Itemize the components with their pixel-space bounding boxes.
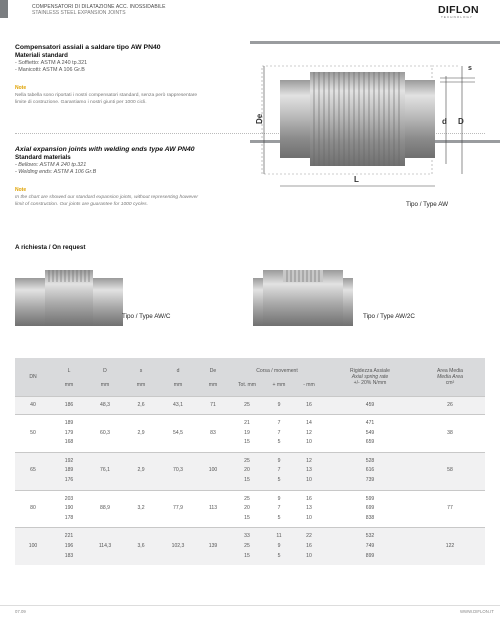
cell-rigidity [325,396,415,415]
cell-d-outer: 76,1 [87,452,123,490]
cell-minus [293,415,325,453]
expansion-joint-aw2c-drawing [253,266,353,328]
section-title-it: Compensatori assiali a saldare tipo AW PN40 [15,44,161,51]
cell-l-value: 176 [64,477,74,484]
cell-plus-value: 7 [277,429,281,436]
cell-s: 2,6 [123,396,159,415]
cell-s: 2,9 [123,452,159,490]
cell-rigidity [325,452,415,490]
cell-plus-value: 7 [277,505,281,512]
cell-plus-value: 9 [277,401,281,408]
cell-area: 58 [415,452,485,490]
unit-label: mm [197,374,229,396]
table-header-row [15,358,485,374]
materials-heading-en: Standard materials [15,154,71,161]
rigidity-label-it: Rigidezza Assiale [350,367,390,374]
cell-plus-value: 9 [277,495,281,502]
cell-rigidity [325,490,415,528]
cell-l-value: 178 [64,514,74,521]
cell-minus [293,490,325,528]
cell-dn: 50 [15,415,51,453]
col-header-dn: DN [15,358,51,396]
header-title-en: STAINLESS STEEL EXPANSION JOINTS [32,10,126,16]
cell-l [51,415,87,453]
cell-plus [265,396,293,415]
cell-l-value: 203 [64,495,74,502]
header-title-it: COMPENSATORI DI DILATAZIONE ACC. INOSSIDABILE [32,4,166,10]
cell-rigidity-value: 616 [365,467,375,474]
cell-tot [229,396,265,415]
cell-l-value: 186 [64,401,74,408]
cell-dn: 80 [15,490,51,528]
col-header-minus: - mm [293,374,325,396]
cell-tot-value: 25 [244,401,250,408]
cell-rigidity-value: 532 [365,533,375,540]
table-row [15,490,485,528]
cell-minus [293,452,325,490]
footer-rule [0,605,500,606]
cell-tot-value: 15 [244,439,250,446]
table-row [15,415,485,453]
cell-plus-value: 5 [277,514,281,521]
material-item: - Soffietto: ASTM A 240 tp.321 [15,60,88,66]
cell-tot [229,452,265,490]
cell-tot-value: 15 [244,514,250,521]
cell-minus-value: 13 [306,505,312,512]
unit-label: mm [159,374,197,396]
cell-s: 2,9 [123,415,159,453]
cell-area: 26 [415,396,485,415]
cell-s: 3,2 [123,490,159,528]
dim-label-L: L [354,175,359,184]
cell-rigidity-value: 838 [365,514,375,521]
cell-area: 77 [415,490,485,528]
col-header-l: L [51,358,87,374]
cell-l-value: 190 [64,505,74,512]
table-row [15,452,485,490]
cell-area: 38 [415,415,485,453]
col-header-d-outer: D [87,358,123,374]
note-heading-en: Note [15,187,27,193]
note-text-it: Nella tabella sono riportati i nostri compensatori standard, senza però rappresentare [15,93,198,98]
cell-minus-value: 16 [306,495,312,502]
cell-l-value: 189 [64,420,74,427]
cell-l-value: 183 [64,552,74,559]
cell-minus-value: 14 [306,420,312,427]
cell-plus-value: 9 [277,457,281,464]
material-item: - Manicotti: ASTM A 106 Gr.B [15,67,85,73]
cell-plus [265,452,293,490]
on-request-heading: A richiesta / On request [15,244,86,251]
rigidity-label-en: Axial spring rate [351,373,389,380]
cell-plus-value: 5 [277,439,281,446]
cell-d-inner: 43,1 [159,396,197,415]
col-header-s: s [123,358,159,374]
cell-dn: 100 [15,528,51,565]
footer-website: WWW.DIFLON.IT [460,609,494,614]
cell-tot-value: 15 [244,552,250,559]
cell-d-outer: 88,9 [87,490,123,528]
caption-type-awc: Tipo / Type AW/C [122,313,171,320]
cell-d-inner: 54,5 [159,415,197,453]
cell-l-value: 192 [64,457,74,464]
cell-minus-value: 12 [306,457,312,464]
table-row [15,528,485,565]
cell-rigidity [325,528,415,565]
expansion-joint-awc-drawing [15,266,123,328]
cell-minus-value: 12 [306,429,312,436]
cell-rigidity-value: 459 [365,401,375,408]
note-text-it: limite di costruzione. Garantiamo i nostri giunti per 1000 cicli. [15,100,147,105]
cell-l [51,396,87,415]
cell-tot-value: 33 [244,533,250,540]
cell-rigidity-value: 699 [365,505,375,512]
dimensions-table [15,358,485,565]
cell-dn: 40 [15,396,51,415]
cell-tot-value: 19 [244,429,250,436]
cell-dn: 65 [15,452,51,490]
cell-l-value: 189 [64,467,74,474]
cell-plus [265,528,293,565]
cell-rigidity-value: 739 [365,477,375,484]
cell-tot [229,528,265,565]
cell-tot-value: 25 [244,495,250,502]
cell-tot-value: 25 [244,457,250,464]
cell-de: 83 [197,415,229,453]
cell-tot-value: 15 [244,477,250,484]
cell-rigidity [325,415,415,453]
cell-minus-value: 10 [306,552,312,559]
cell-d-inner: 70,3 [159,452,197,490]
cell-minus-value: 16 [306,401,312,408]
cell-tot-value: 20 [244,467,250,474]
cell-plus [265,490,293,528]
col-header-rigidity [325,358,415,396]
cell-l-value: 179 [64,429,74,436]
area-label-it: Area Media [436,367,464,374]
footer-page-code: 07.09 [15,609,26,614]
cell-minus-value: 10 [306,439,312,446]
note-text-en: limit of construction. Our joints are guarantee for 1000 cycles. [15,202,148,207]
cell-rigidity-value: 749 [365,543,375,550]
cell-plus-value: 5 [277,552,281,559]
dim-label-d: d [442,117,447,126]
unit-label: mm [123,374,159,396]
company-logo-tagline: TECHNOLOGY [441,15,474,19]
cell-rigidity-value: 899 [365,552,375,559]
cell-minus-value: 10 [306,477,312,484]
header-accent-bar [0,0,8,18]
col-header-de: De [197,358,229,374]
cell-rigidity-value: 528 [365,457,375,464]
material-item: - Welding ends: ASTM A 106 Gr.B [15,169,97,175]
expansion-joint-drawing [250,52,490,202]
cell-rigidity-value: 659 [365,439,375,446]
cell-de: 113 [197,490,229,528]
cell-de: 139 [197,528,229,565]
cell-d-inner: 102,3 [159,528,197,565]
cell-tot-value: 20 [244,505,250,512]
cell-de: 71 [197,396,229,415]
table-body [15,396,485,565]
col-header-corsa: Corsa / movement [229,358,325,374]
table-row [15,396,485,415]
note-text-en: In the chart are showed our standard expansion joints, without representing however [15,195,198,200]
note-heading-it: Note [15,85,27,91]
cell-d-inner: 77,9 [159,490,197,528]
company-logo: DIFLON [438,4,479,16]
cell-tot [229,415,265,453]
section-title-en: Axial expansion joints with welding ends type AW PN40 [15,146,195,153]
area-label-unit: cm² [445,379,455,386]
cell-tot-value: 21 [244,420,250,427]
col-header-area [415,358,485,396]
decorative-bar [250,41,500,44]
col-header-d-inner: d [159,358,197,374]
caption-type-aw2c: Tipo / Type AW/2C [363,313,415,320]
section-italian [15,44,230,106]
cell-area: 122 [415,528,485,565]
cell-rigidity-value: 549 [365,429,375,436]
cell-l-value: 221 [64,533,74,540]
cell-plus-value: 7 [277,420,281,427]
area-label-en: Media Area [437,373,463,380]
cell-rigidity-value: 471 [365,420,375,427]
cell-tot [229,490,265,528]
dim-label-D: D [458,117,464,126]
cell-minus-value: 16 [306,543,312,550]
cell-plus-value: 7 [277,467,281,474]
cell-s: 3,6 [123,528,159,565]
dim-label-s: s [468,65,472,72]
cell-plus-value: 11 [276,533,282,540]
cell-de: 100 [197,452,229,490]
cell-tot-value: 25 [244,543,250,550]
cell-rigidity-value: 599 [365,495,375,502]
cell-l [51,490,87,528]
cell-minus-value: 13 [306,467,312,474]
dim-label-De: De [255,113,264,124]
unit-label: mm [51,374,87,396]
cell-minus [293,528,325,565]
cell-l [51,452,87,490]
cell-l-value: 196 [64,543,74,550]
cell-d-outer: 114,3 [87,528,123,565]
rigidity-label-unit: +/- 20% N/mm [353,379,387,386]
cell-minus [293,396,325,415]
caption-type-aw: Tipo / Type AW [406,201,449,208]
section-english [15,146,230,208]
cell-plus-value: 9 [277,543,281,550]
col-header-plus: + mm [265,374,293,396]
cell-d-outer: 60,3 [87,415,123,453]
cell-plus-value: 5 [277,477,281,484]
materials-heading-it: Materiali standard [15,52,68,59]
col-header-tot: Tot. mm [229,374,265,396]
page-header [0,0,500,22]
cell-l [51,528,87,565]
cell-minus-value: 10 [306,514,312,521]
material-item: - Bellows: ASTM A 240 tp.321 [15,162,87,168]
unit-label: mm [87,374,123,396]
cell-d-outer: 48,3 [87,396,123,415]
cell-l-value: 168 [64,439,74,446]
cell-plus [265,415,293,453]
cell-minus-value: 22 [306,533,312,540]
